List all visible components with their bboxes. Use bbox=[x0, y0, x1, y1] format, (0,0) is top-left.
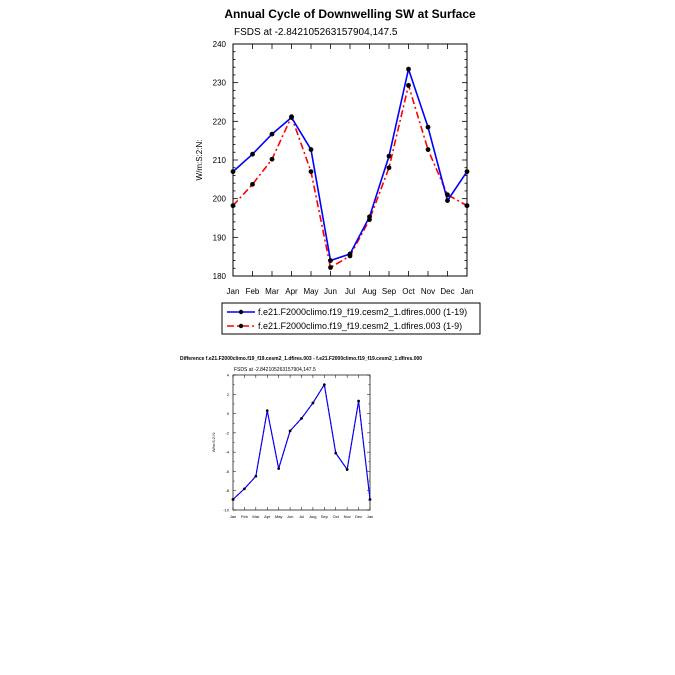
x-tick-label: May bbox=[303, 287, 319, 296]
difference-series-group bbox=[232, 383, 372, 500]
data-point-series-2 bbox=[309, 169, 314, 174]
data-point-series-2 bbox=[232, 498, 235, 501]
x-tick-label: Apr bbox=[285, 287, 298, 296]
data-point-series-2 bbox=[445, 192, 450, 197]
difference-plot-frame bbox=[233, 375, 370, 510]
data-point-series-2 bbox=[243, 487, 246, 490]
data-point-series-2 bbox=[367, 217, 372, 222]
data-point-series-2 bbox=[250, 182, 255, 187]
data-point-series-1 bbox=[426, 125, 431, 130]
x-tick-label: Jul bbox=[344, 287, 356, 296]
data-point-series-2 bbox=[270, 157, 275, 162]
x-tick-label: Jan bbox=[460, 287, 474, 296]
data-point-series-2 bbox=[406, 83, 411, 88]
data-point-series-2 bbox=[277, 467, 280, 470]
y-tick-label: 4 bbox=[226, 372, 229, 378]
data-point-series-2 bbox=[426, 147, 431, 152]
data-point-series-1 bbox=[231, 169, 236, 174]
legend bbox=[222, 303, 480, 334]
x-tick-label: Jan bbox=[226, 287, 240, 296]
y-tick-label: 220 bbox=[212, 117, 226, 127]
x-tick-label: Apr bbox=[264, 514, 271, 519]
x-tick-label: Aug bbox=[362, 287, 377, 296]
series-line-2 bbox=[233, 385, 370, 500]
x-tick-label: Jan bbox=[366, 514, 374, 519]
difference-y-axis-label: W/m:S:2:N: bbox=[211, 431, 216, 453]
x-tick-label: Mar bbox=[265, 287, 279, 296]
data-point-series-1 bbox=[465, 169, 470, 174]
x-tick-label: Nov bbox=[343, 514, 351, 519]
legend-marker-series-2 bbox=[239, 324, 243, 328]
y-tick-label: -8 bbox=[225, 488, 229, 494]
y-tick-label: 230 bbox=[212, 78, 226, 88]
x-tick-label: Feb bbox=[245, 287, 260, 296]
series-line-1 bbox=[233, 69, 467, 260]
x-tick-label: Sep bbox=[381, 287, 397, 296]
difference-chart-title: Difference f.e21.F2000climo.f19_f19.cesm2_1.dfires.003 - f.e21.F2000climo.f19_f19.cesm2_1.dfires.000 bbox=[179, 356, 423, 362]
data-point-series-2 bbox=[289, 114, 294, 119]
data-point-series-1 bbox=[250, 152, 255, 157]
x-tick-label: Dec bbox=[355, 514, 363, 519]
x-tick-label: Aug bbox=[309, 514, 317, 519]
series-group bbox=[231, 67, 470, 270]
data-point-series-1 bbox=[328, 258, 333, 263]
x-tick-label: Jul bbox=[298, 514, 305, 519]
x-tick-label: Jun bbox=[286, 514, 294, 519]
y-tick-label: 0 bbox=[226, 411, 229, 417]
data-point-series-2 bbox=[357, 400, 360, 403]
legend-label-series-1: f.e21.F2000climo.f19_f19.cesm2_1.dfires.000 (1-19) bbox=[258, 307, 468, 317]
data-point-series-2 bbox=[289, 430, 292, 433]
legend-label-series-2: f.e21.F2000climo.f19_f19.cesm2_1.dfires.003 (1-9) bbox=[258, 321, 463, 331]
data-point-series-2 bbox=[300, 417, 303, 420]
y-tick-label: 180 bbox=[212, 272, 226, 281]
axis-ticks bbox=[213, 40, 474, 296]
difference-chart-subtitle: FSDS at -2.842105263157904,147.5 bbox=[234, 367, 316, 373]
data-point-series-2 bbox=[231, 203, 236, 208]
x-tick-label: Nov bbox=[420, 287, 436, 296]
chart-title: Annual Cycle of Downwelling SW at Surface bbox=[224, 7, 476, 21]
series-line-1 bbox=[233, 385, 370, 500]
difference-chart bbox=[180, 356, 422, 519]
series-line-2 bbox=[233, 85, 467, 267]
y-tick-label: -10 bbox=[223, 507, 229, 513]
y-tick-label: -6 bbox=[225, 468, 229, 474]
data-point-series-1 bbox=[387, 154, 392, 159]
x-tick-label: Jun bbox=[324, 287, 337, 296]
data-point-series-2 bbox=[334, 452, 337, 455]
data-point-series-2 bbox=[266, 409, 269, 412]
x-tick-label: Oct bbox=[402, 287, 415, 296]
y-tick-label: 2 bbox=[226, 391, 229, 397]
x-tick-label: May bbox=[274, 514, 283, 519]
data-point-series-1 bbox=[406, 67, 411, 72]
y-tick-label: -2 bbox=[225, 430, 229, 436]
data-point-series-2 bbox=[348, 253, 353, 258]
chart-subtitle: FSDS at -2.842105263157904,147.5 bbox=[234, 27, 398, 38]
y-axis-label: W/m:S:2:N: bbox=[195, 139, 204, 181]
y-tick-label: 210 bbox=[212, 156, 226, 165]
x-tick-label: Sep bbox=[320, 514, 328, 519]
y-tick-label: -4 bbox=[225, 449, 229, 455]
x-tick-label: Jan bbox=[229, 514, 237, 519]
data-point-series-2 bbox=[346, 468, 349, 471]
data-point-series-2 bbox=[465, 203, 470, 208]
legend-marker-series-1 bbox=[239, 310, 243, 314]
y-tick-label: 240 bbox=[212, 40, 226, 49]
data-point-series-2 bbox=[312, 402, 315, 405]
data-point-series-2 bbox=[387, 165, 392, 170]
x-tick-label: Dec bbox=[440, 287, 455, 296]
data-point-series-1 bbox=[445, 198, 450, 203]
data-point-series-2 bbox=[323, 383, 326, 386]
data-point-series-1 bbox=[309, 147, 314, 152]
data-point-series-2 bbox=[328, 265, 333, 270]
data-point-series-1 bbox=[270, 132, 275, 137]
y-tick-label: 190 bbox=[212, 233, 226, 243]
main-chart bbox=[195, 7, 480, 334]
x-tick-label: Oct bbox=[332, 514, 339, 519]
y-tick-label: 200 bbox=[212, 194, 226, 204]
x-tick-label: Mar bbox=[252, 514, 260, 519]
data-point-series-2 bbox=[255, 475, 258, 478]
x-tick-label: Feb bbox=[240, 514, 248, 519]
data-point-series-2 bbox=[369, 498, 372, 501]
